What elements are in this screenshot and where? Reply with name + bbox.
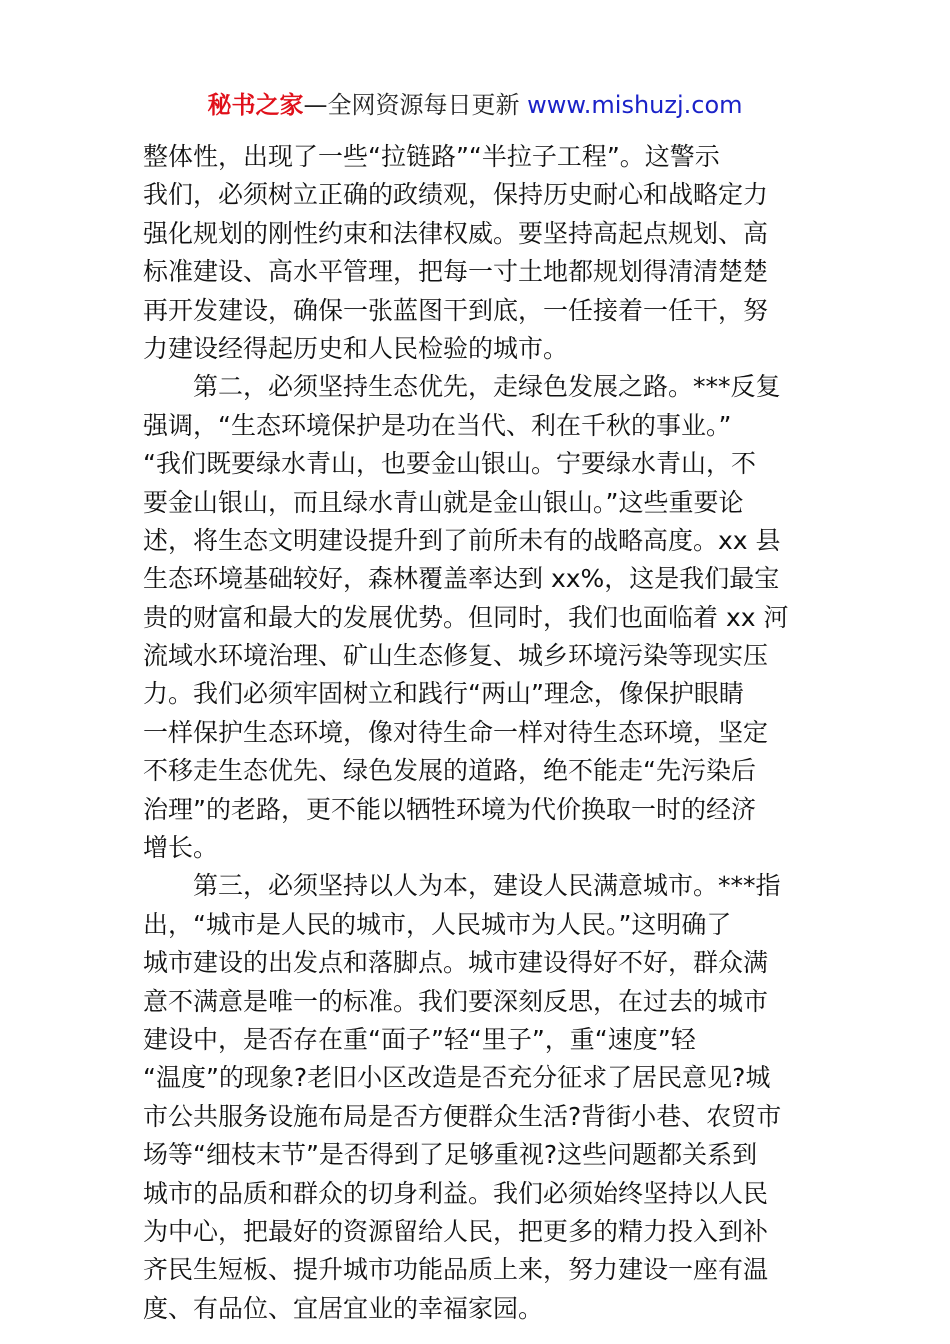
text-line: 一样保护生态环境，像对待生命一样对待生态环境，坚定 (143, 717, 769, 747)
text-line: 我们，必须树立正确的政绩观，保持历史耐心和战略定力 (143, 180, 769, 210)
text-line: 不移走生态优先、绿色发展的道路，绝不能走“先污染后 (143, 756, 756, 786)
text-line: “我们既要绿水青山，也要金山银山。宁要绿水青山，不 (143, 449, 756, 479)
text-line: 再开发建设，确保一张蓝图干到底，一任接着一任干，努 (143, 295, 769, 325)
text-line: 度、有品位、宜居宜业的幸福家园。 (143, 1293, 544, 1323)
document-body (143, 138, 811, 1328)
text-line: 力。我们必须牢固树立和践行“两山”理念，像保护眼睛 (143, 679, 744, 709)
text-line: 增长。 (143, 833, 219, 863)
text-line: 述，将生态文明建设提升到了前所未有的战略高度。xx 县 (143, 525, 781, 555)
paragraph-start-line: 第二，必须坚持生态优先，走绿色发展之路。***反复 (143, 372, 781, 402)
text-line: 建设中，是否存在重“面子”轻“里子”，重“速度”轻 (143, 1024, 696, 1054)
text-line: 生态环境基础较好，森林覆盖率达到 xx%，这是我们最宝 (143, 564, 780, 594)
header-tagline: —全网资源每日更新 (303, 91, 528, 119)
text-line: 整体性，出现了一些“拉链路”“半拉子工程”。这警示 (143, 142, 720, 171)
text-line: 要金山银山，而且绿水青山就是金山银山。”这些重要论 (143, 487, 744, 517)
text-line: 力建设经得起历史和人民检验的城市。 (143, 333, 569, 363)
text-line: 市公共服务设施布局是否方便群众生活?背街小巷、农贸市 (143, 1101, 782, 1131)
text-line: 出，“城市是人民的城市，人民城市为人民。”这明确了 (143, 909, 732, 939)
text-line: 治理”的老路，更不能以牺牲环境为代价换取一时的经济 (143, 794, 756, 824)
text-line: 流域水环境治理、矿山生态修复、城乡环境污染等现实压 (143, 641, 769, 671)
text-line: 为中心，把最好的资源留给人民，把更多的精力投入到补 (143, 1216, 769, 1246)
text-line: 强化规划的刚性约束和法律权威。要坚持高起点规划、高 (143, 218, 769, 248)
text-line: 意不满意是唯一的标准。我们要深刻反思，在过去的城市 (143, 986, 769, 1016)
text-line: 城市建设的出发点和落脚点。城市建设得好不好，群众满 (143, 948, 769, 978)
text-line: 贵的财富和最大的发展优势。但同时，我们也面临着 xx 河 (143, 602, 789, 632)
text-line: 标准建设、高水平管理，把每一寸土地都规划得清清楚楚 (143, 257, 769, 287)
text-line: 强调，“生态环境保护是功在当代、利在千秋的事业。” (143, 410, 732, 440)
paragraph-start-line: 第三，必须坚持以人为本，建设人民满意城市。***指 (143, 871, 781, 901)
brand-name: 秘书之家 (207, 91, 304, 119)
site-url-link[interactable]: www.mishuzj.com (527, 91, 743, 119)
text-line: 城市的品质和群众的切身利益。我们必须始终坚持以人民 (143, 1178, 769, 1208)
text-line: “温度”的现象?老旧小区改造是否充分征求了居民意见?城 (143, 1063, 771, 1093)
site-header (0, 90, 950, 120)
text-line: 齐民生短板、提升城市功能品质上来，努力建设一座有温 (143, 1255, 769, 1285)
text-line: 场等“细枝末节”是否得到了足够重视?这些问题都关系到 (143, 1140, 758, 1170)
